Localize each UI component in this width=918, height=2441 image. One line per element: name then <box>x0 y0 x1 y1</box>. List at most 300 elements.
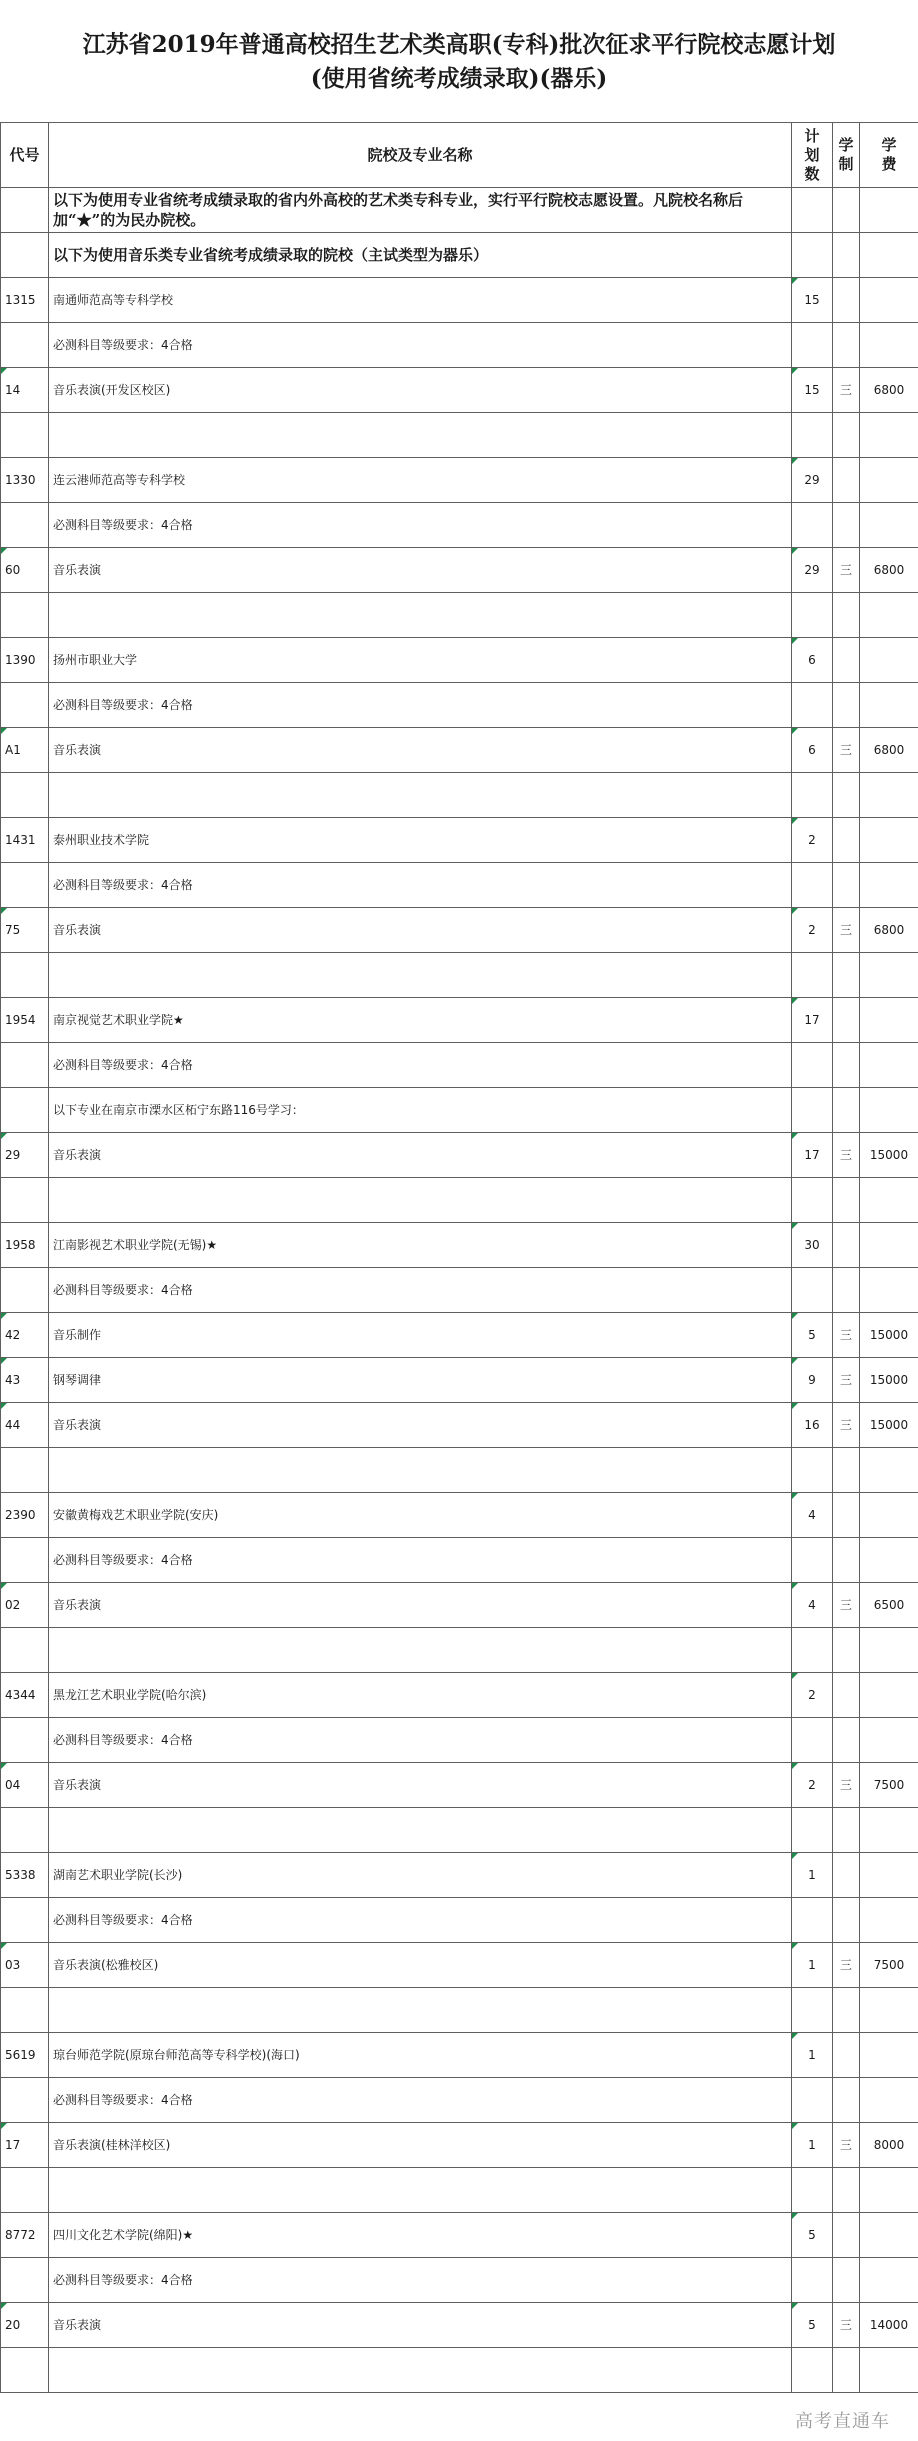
title-line-1: 江苏省2019年普通高校招生艺术类高职(专科)批次征求平行院校志愿计划 <box>82 31 836 58</box>
cell-code <box>1 503 49 548</box>
cell-duration <box>833 188 860 233</box>
cell-name: 音乐制作 <box>49 1313 792 1358</box>
cell-fee <box>860 1223 918 1268</box>
cell-name: 必测科目等级要求：4合格 <box>49 1538 792 1583</box>
cell-duration <box>833 413 860 458</box>
cell-name <box>49 1178 792 1223</box>
cell-code <box>1 1808 49 1853</box>
table-row <box>1 503 918 548</box>
cell-code <box>1 953 49 998</box>
cell-plan <box>792 1898 833 1943</box>
cell-duration: 三 <box>833 908 860 953</box>
cell-plan: 15 <box>792 368 833 413</box>
table-row <box>1 1133 918 1178</box>
cell-plan: 4 <box>792 1583 833 1628</box>
cell-fee: 6500 <box>860 1583 918 1628</box>
cell-plan: 2 <box>792 818 833 863</box>
table-row <box>1 773 918 818</box>
cell-plan <box>792 2348 833 2393</box>
table-row <box>1 548 918 593</box>
cell-fee: 8000 <box>860 2123 918 2168</box>
table-row <box>1 1538 918 1583</box>
table-row <box>1 1718 918 1763</box>
cell-fee: 6800 <box>860 548 918 593</box>
cell-fee: 6800 <box>860 728 918 773</box>
cell-duration <box>833 2078 860 2123</box>
cell-fee: 6800 <box>860 368 918 413</box>
cell-code: 2390 <box>1 1493 49 1538</box>
cell-code: 43 <box>1 1358 49 1403</box>
cell-plan: 6 <box>792 638 833 683</box>
cell-code: 42 <box>1 1313 49 1358</box>
table-row <box>1 908 918 953</box>
cell-duration: 三 <box>833 1313 860 1358</box>
cell-duration: 三 <box>833 2123 860 2168</box>
cell-fee <box>860 1628 918 1673</box>
cell-name: 琼台师范学院(原琼台师范高等专科学校)(海口) <box>49 2033 792 2078</box>
cell-name: 安徽黄梅戏艺术职业学院(安庆) <box>49 1493 792 1538</box>
cell-code <box>1 323 49 368</box>
cell-plan <box>792 323 833 368</box>
cell-fee <box>860 1538 918 1583</box>
cell-plan: 1 <box>792 1853 833 1898</box>
table-row <box>1 233 918 278</box>
cell-plan <box>792 773 833 818</box>
table-row <box>1 1043 918 1088</box>
table-row <box>1 818 918 863</box>
cell-duration <box>833 1538 860 1583</box>
cell-code: 1958 <box>1 1223 49 1268</box>
cell-code <box>1 593 49 638</box>
cell-code: 03 <box>1 1943 49 1988</box>
cell-fee <box>860 413 918 458</box>
cell-plan <box>792 1268 833 1313</box>
cell-fee <box>860 1043 918 1088</box>
cell-fee <box>860 1088 918 1133</box>
cell-fee <box>860 593 918 638</box>
cell-fee: 15000 <box>860 1403 918 1448</box>
cell-duration <box>833 278 860 323</box>
cell-name: 音乐表演 <box>49 2303 792 2348</box>
cell-code <box>1 1988 49 2033</box>
cell-fee <box>860 1988 918 2033</box>
cell-plan: 17 <box>792 1133 833 1178</box>
cell-fee <box>860 638 918 683</box>
cell-duration: 三 <box>833 368 860 413</box>
cell-plan: 5 <box>792 1313 833 1358</box>
cell-fee <box>860 1898 918 1943</box>
cell-plan <box>792 1718 833 1763</box>
cell-code: 20 <box>1 2303 49 2348</box>
page-title <box>0 28 918 96</box>
cell-code <box>1 1448 49 1493</box>
cell-name <box>49 2168 792 2213</box>
table-row <box>1 1763 918 1808</box>
cell-code <box>1 2258 49 2303</box>
table-row <box>1 1853 918 1898</box>
table-row <box>1 188 918 233</box>
cell-duration <box>833 1988 860 2033</box>
cell-duration <box>833 1853 860 1898</box>
cell-name: 黑龙江艺术职业学院(哈尔滨) <box>49 1673 792 1718</box>
cell-name: 连云港师范高等专科学校 <box>49 458 792 503</box>
cell-fee <box>860 1673 918 1718</box>
cell-code: 75 <box>1 908 49 953</box>
cell-plan <box>792 2258 833 2303</box>
cell-duration <box>833 638 860 683</box>
table-row <box>1 1268 918 1313</box>
table-row <box>1 638 918 683</box>
cell-plan: 1 <box>792 1943 833 1988</box>
table-row <box>1 1493 918 1538</box>
cell-fee <box>860 953 918 998</box>
cell-plan: 5 <box>792 2303 833 2348</box>
cell-duration <box>833 323 860 368</box>
table-row <box>1 953 918 998</box>
cell-duration <box>833 1718 860 1763</box>
cell-fee <box>860 863 918 908</box>
cell-plan <box>792 2078 833 2123</box>
cell-name <box>49 2348 792 2393</box>
table-body <box>1 123 918 2393</box>
cell-name <box>49 413 792 458</box>
cell-fee <box>860 2078 918 2123</box>
cell-duration <box>833 998 860 1043</box>
cell-code: 44 <box>1 1403 49 1448</box>
cell-duration <box>833 1898 860 1943</box>
cell-duration <box>833 503 860 548</box>
cell-duration <box>833 773 860 818</box>
cell-code: 17 <box>1 2123 49 2168</box>
table-row <box>1 1403 918 1448</box>
cell-name <box>49 1628 792 1673</box>
cell-name: 必测科目等级要求：4合格 <box>49 323 792 368</box>
cell-plan <box>792 1808 833 1853</box>
cell-fee <box>860 1808 918 1853</box>
cell-code <box>1 1268 49 1313</box>
cell-name: 以下为使用专业省统考成绩录取的省内外高校的艺术类专科专业，实行平行院校志愿设置。凡院校名称后加“★”的为民办院校。 <box>49 188 792 233</box>
cell-duration: 三 <box>833 1133 860 1178</box>
cell-duration <box>833 2348 860 2393</box>
cell-name: 必测科目等级要求：4合格 <box>49 1268 792 1313</box>
cell-duration: 三 <box>833 1763 860 1808</box>
cell-plan: 17 <box>792 998 833 1043</box>
table-row <box>1 1088 918 1133</box>
cell-code: 14 <box>1 368 49 413</box>
cell-name: 钢琴调律 <box>49 1358 792 1403</box>
cell-name: 必测科目等级要求：4合格 <box>49 503 792 548</box>
cell-plan: 1 <box>792 2123 833 2168</box>
cell-duration <box>833 1043 860 1088</box>
cell-plan <box>792 593 833 638</box>
cell-fee <box>860 1853 918 1898</box>
table-header-row <box>1 123 918 188</box>
cell-fee <box>860 773 918 818</box>
cell-code <box>1 188 49 233</box>
table-row <box>1 863 918 908</box>
cell-name: 江南影视艺术职业学院(无锡)★ <box>49 1223 792 1268</box>
table-row <box>1 1808 918 1853</box>
cell-code <box>1 413 49 458</box>
cell-code <box>1 683 49 728</box>
cell-duration: 三 <box>833 1403 860 1448</box>
cell-code <box>1 1718 49 1763</box>
cell-plan: 1 <box>792 2033 833 2078</box>
cell-name: 音乐表演 <box>49 728 792 773</box>
table-row <box>1 593 918 638</box>
table-row <box>1 2348 918 2393</box>
cell-fee <box>860 2348 918 2393</box>
cell-name: 音乐表演 <box>49 548 792 593</box>
cell-fee: 15000 <box>860 1133 918 1178</box>
table-row <box>1 728 918 773</box>
cell-code <box>1 1088 49 1133</box>
cell-plan: 5 <box>792 2213 833 2258</box>
cell-code: 02 <box>1 1583 49 1628</box>
cell-plan: 30 <box>792 1223 833 1268</box>
cell-plan <box>792 1538 833 1583</box>
cell-fee <box>860 278 918 323</box>
cell-plan <box>792 188 833 233</box>
cell-name: 以下为使用音乐类专业省统考成绩录取的院校（主试类型为器乐） <box>49 233 792 278</box>
cell-code <box>1 2348 49 2393</box>
cell-name: 必测科目等级要求：4合格 <box>49 2078 792 2123</box>
cell-fee <box>860 818 918 863</box>
cell-code <box>1 1628 49 1673</box>
cell-duration <box>833 818 860 863</box>
cell-fee <box>860 2213 918 2258</box>
cell-name: 南京视觉艺术职业学院★ <box>49 998 792 1043</box>
cell-fee: 6800 <box>860 908 918 953</box>
cell-fee <box>860 2033 918 2078</box>
cell-duration <box>833 1223 860 1268</box>
cell-fee <box>860 188 918 233</box>
cell-code: 1330 <box>1 458 49 503</box>
cell-fee: 14000 <box>860 2303 918 2348</box>
cell-duration: 三 <box>833 1583 860 1628</box>
cell-name: 音乐表演 <box>49 908 792 953</box>
cell-fee: 15000 <box>860 1358 918 1403</box>
table-row <box>1 368 918 413</box>
cell-plan: 9 <box>792 1358 833 1403</box>
cell-plan <box>792 953 833 998</box>
cell-code: 1390 <box>1 638 49 683</box>
cell-duration <box>833 2168 860 2213</box>
table-row <box>1 2303 918 2348</box>
cell-code <box>1 1898 49 1943</box>
cell-code: 29 <box>1 1133 49 1178</box>
cell-code <box>1 2168 49 2213</box>
cell-code <box>1 863 49 908</box>
table-row <box>1 1358 918 1403</box>
cell-name <box>49 1448 792 1493</box>
cell-code: 1431 <box>1 818 49 863</box>
cell-code: A1 <box>1 728 49 773</box>
table-row <box>1 1988 918 2033</box>
cell-fee: 7500 <box>860 1763 918 1808</box>
table-row <box>1 1583 918 1628</box>
cell-duration: 三 <box>833 1943 860 1988</box>
cell-code <box>1 2078 49 2123</box>
cell-name: 音乐表演(松雅校区) <box>49 1943 792 1988</box>
table-row <box>1 278 918 323</box>
cell-code: 1315 <box>1 278 49 323</box>
cell-fee <box>860 998 918 1043</box>
cell-duration <box>833 1808 860 1853</box>
cell-plan: 29 <box>792 458 833 503</box>
cell-plan <box>792 413 833 458</box>
cell-duration <box>833 1268 860 1313</box>
table-row <box>1 1178 918 1223</box>
cell-duration <box>833 863 860 908</box>
cell-fee <box>860 1448 918 1493</box>
cell-code <box>1 1538 49 1583</box>
cell-fee: 15000 <box>860 1313 918 1358</box>
cell-duration <box>833 2033 860 2078</box>
cell-plan: 2 <box>792 1673 833 1718</box>
cell-name <box>49 1808 792 1853</box>
cell-duration <box>833 1178 860 1223</box>
cell-duration <box>833 1628 860 1673</box>
cell-duration: 三 <box>833 548 860 593</box>
cell-name: 音乐表演 <box>49 1403 792 1448</box>
cell-duration: 三 <box>833 2303 860 2348</box>
cell-duration <box>833 1673 860 1718</box>
table-row <box>1 2123 918 2168</box>
cell-duration <box>833 593 860 638</box>
header-fee: 学费 <box>860 123 918 188</box>
cell-plan <box>792 683 833 728</box>
title-line-2: (使用省统考成绩录取)(器乐) <box>310 65 608 92</box>
header-duration: 学制 <box>833 123 860 188</box>
cell-code: 4344 <box>1 1673 49 1718</box>
cell-code <box>1 773 49 818</box>
header-plan: 计划数 <box>792 123 833 188</box>
cell-fee <box>860 2168 918 2213</box>
cell-fee <box>860 458 918 503</box>
header-name: 院校及专业名称 <box>49 123 792 188</box>
cell-name: 音乐表演 <box>49 1133 792 1178</box>
cell-name <box>49 953 792 998</box>
cell-name: 必测科目等级要求：4合格 <box>49 683 792 728</box>
cell-duration <box>833 233 860 278</box>
table-row <box>1 323 918 368</box>
cell-name: 必测科目等级要求：4合格 <box>49 2258 792 2303</box>
cell-name: 南通师范高等专科学校 <box>49 278 792 323</box>
cell-name: 以下专业在南京市溧水区柘宁东路116号学习： <box>49 1088 792 1133</box>
cell-name: 音乐表演(开发区校区) <box>49 368 792 413</box>
cell-name: 四川文化艺术学院(绵阳)★ <box>49 2213 792 2258</box>
cell-code: 8772 <box>1 2213 49 2258</box>
cell-duration <box>833 1088 860 1133</box>
cell-duration <box>833 458 860 503</box>
cell-code <box>1 233 49 278</box>
cell-name: 必测科目等级要求：4合格 <box>49 1718 792 1763</box>
cell-plan: 16 <box>792 1403 833 1448</box>
cell-name: 音乐表演 <box>49 1583 792 1628</box>
table-row <box>1 1673 918 1718</box>
cell-name <box>49 1988 792 2033</box>
table-row <box>1 998 918 1043</box>
table-row <box>1 1313 918 1358</box>
cell-fee <box>860 683 918 728</box>
cell-code: 5619 <box>1 2033 49 2078</box>
cell-fee <box>860 1268 918 1313</box>
cell-duration: 三 <box>833 1358 860 1403</box>
table-row <box>1 458 918 503</box>
cell-name: 扬州市职业大学 <box>49 638 792 683</box>
table-row <box>1 2258 918 2303</box>
table-row <box>1 1448 918 1493</box>
cell-plan <box>792 863 833 908</box>
cell-fee <box>860 1178 918 1223</box>
table-row <box>1 2213 918 2258</box>
cell-code: 1954 <box>1 998 49 1043</box>
cell-plan <box>792 1178 833 1223</box>
cell-fee <box>860 233 918 278</box>
cell-name <box>49 773 792 818</box>
cell-name: 必测科目等级要求：4合格 <box>49 1043 792 1088</box>
table-row <box>1 1943 918 1988</box>
cell-fee <box>860 1718 918 1763</box>
cell-code <box>1 1043 49 1088</box>
cell-plan <box>792 233 833 278</box>
table-row <box>1 413 918 458</box>
cell-name: 音乐表演 <box>49 1763 792 1808</box>
cell-code <box>1 1178 49 1223</box>
cell-plan: 6 <box>792 728 833 773</box>
cell-duration <box>833 2258 860 2303</box>
cell-code: 60 <box>1 548 49 593</box>
cell-name: 必测科目等级要求：4合格 <box>49 1898 792 1943</box>
cell-fee <box>860 2258 918 2303</box>
cell-duration <box>833 953 860 998</box>
table-row <box>1 683 918 728</box>
cell-plan: 2 <box>792 1763 833 1808</box>
cell-plan: 15 <box>792 278 833 323</box>
cell-name: 音乐表演(桂林洋校区) <box>49 2123 792 2168</box>
table-row <box>1 1223 918 1268</box>
cell-fee: 7500 <box>860 1943 918 1988</box>
cell-name: 湖南艺术职业学院(长沙) <box>49 1853 792 1898</box>
cell-code: 5338 <box>1 1853 49 1898</box>
cell-duration <box>833 1493 860 1538</box>
cell-plan <box>792 1088 833 1133</box>
cell-fee <box>860 323 918 368</box>
cell-plan: 29 <box>792 548 833 593</box>
cell-plan <box>792 503 833 548</box>
cell-plan <box>792 1043 833 1088</box>
table-row <box>1 1628 918 1673</box>
cell-fee <box>860 503 918 548</box>
header-code: 代号 <box>1 123 49 188</box>
cell-plan <box>792 2168 833 2213</box>
cell-plan: 2 <box>792 908 833 953</box>
table-row <box>1 1898 918 1943</box>
cell-name <box>49 593 792 638</box>
cell-plan <box>792 1988 833 2033</box>
enrollment-plan-table <box>0 122 918 2393</box>
watermark: 高考直通车 <box>795 2411 890 2432</box>
cell-duration <box>833 2213 860 2258</box>
cell-plan <box>792 1628 833 1673</box>
cell-plan <box>792 1448 833 1493</box>
cell-duration <box>833 683 860 728</box>
cell-duration: 三 <box>833 728 860 773</box>
cell-plan: 4 <box>792 1493 833 1538</box>
cell-duration <box>833 1448 860 1493</box>
table-row <box>1 2033 918 2078</box>
